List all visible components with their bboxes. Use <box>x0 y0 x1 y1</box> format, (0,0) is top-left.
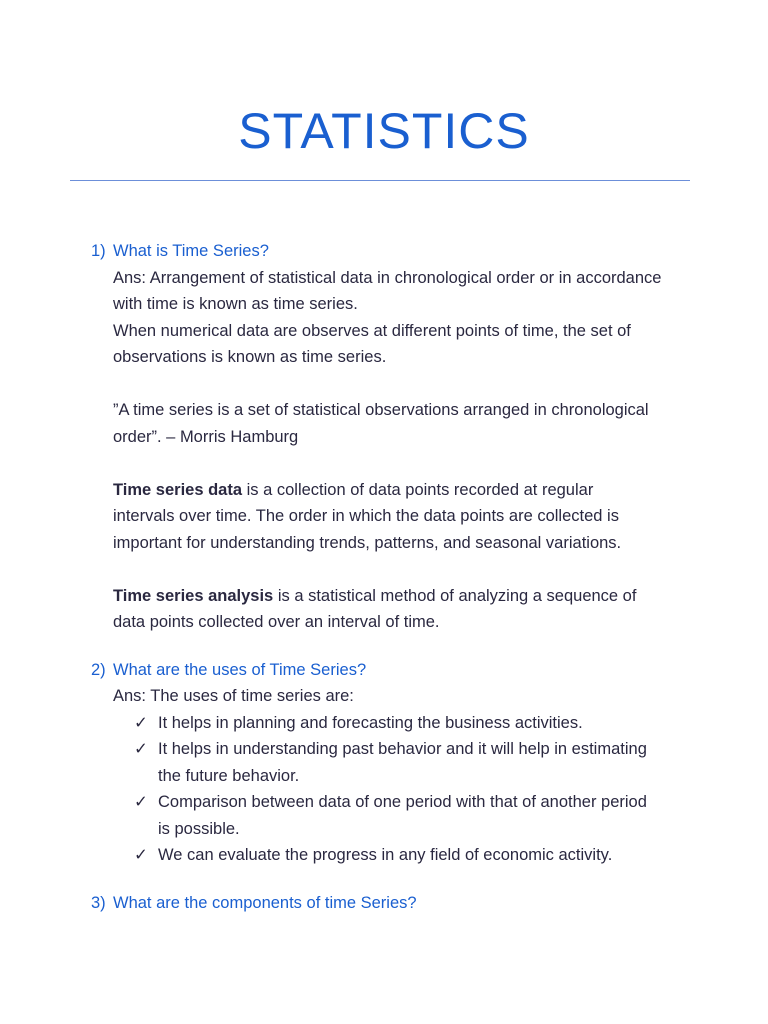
q1-definition-line: important for understanding trends, patterns, and seasonal variations. <box>113 533 622 552</box>
question-number: 3) <box>91 893 106 912</box>
q1-definition-line: data points collected over an interval of time. <box>113 613 440 631</box>
use-list-item <box>134 842 698 869</box>
use-list-item <box>134 736 698 789</box>
use-text: Comparison between data of one period with that of another period <box>158 793 647 811</box>
question-text: What are the components of time Series? <box>113 893 417 912</box>
question-text: What are the uses of Time Series? <box>113 660 367 679</box>
q1-definition-line <box>113 583 713 610</box>
q2-answer-line: Ans: The uses of time series are: <box>113 687 354 705</box>
question-text: What is Time Series? <box>113 242 269 260</box>
term-time-series-analysis: Time series analysis <box>113 586 274 605</box>
check-icon: ✓ <box>134 793 148 811</box>
check-icon: ✓ <box>134 740 148 758</box>
use-text: It helps in planning and forecasting the business activities. <box>158 713 583 732</box>
q1-quote-line: ”A time series is a set of statistical observations arranged in chronological <box>113 401 649 419</box>
title-divider <box>70 180 690 181</box>
use-text: is possible. <box>158 819 240 838</box>
term-time-series-data: Time series data <box>113 480 243 499</box>
q1-answer-line: Ans: Arrangement of statistical data in chronological order or in accordance <box>113 268 662 287</box>
question-number: 1) <box>91 242 106 260</box>
question-1-heading <box>0 238 768 265</box>
document-body <box>0 238 768 916</box>
page-title: STATISTICS <box>238 103 530 159</box>
use-text: We can evaluate the progress in any field of economic activity. <box>158 846 613 864</box>
use-list-item <box>134 789 698 842</box>
q1-definition-line: intervals over time. The order in which the data points are collected is <box>113 507 619 525</box>
q1-paragraph-line: observations is known as time series. <box>113 348 387 366</box>
question-2-heading <box>0 657 768 684</box>
use-text: the future behavior. <box>158 766 300 785</box>
definition-text: is a collection of data points recorded at regular <box>242 480 594 499</box>
question-number: 2) <box>91 660 106 679</box>
q1-answer-line: with time is known as time series. <box>113 295 358 313</box>
q1-definition-line <box>113 477 713 504</box>
check-icon: ✓ <box>134 846 148 864</box>
check-icon: ✓ <box>134 713 148 732</box>
q1-paragraph-line: When numerical data are observes at different points of time, the set of <box>113 321 631 340</box>
q1-quote-line: order”. – Morris Hamburg <box>113 427 299 446</box>
use-text: It helps in understanding past behavior and it will help in estimating <box>158 740 647 758</box>
question-3-heading <box>0 890 768 917</box>
use-list-item <box>134 710 698 737</box>
definition-text: is a statistical method of analyzing a sequence of <box>273 586 637 605</box>
